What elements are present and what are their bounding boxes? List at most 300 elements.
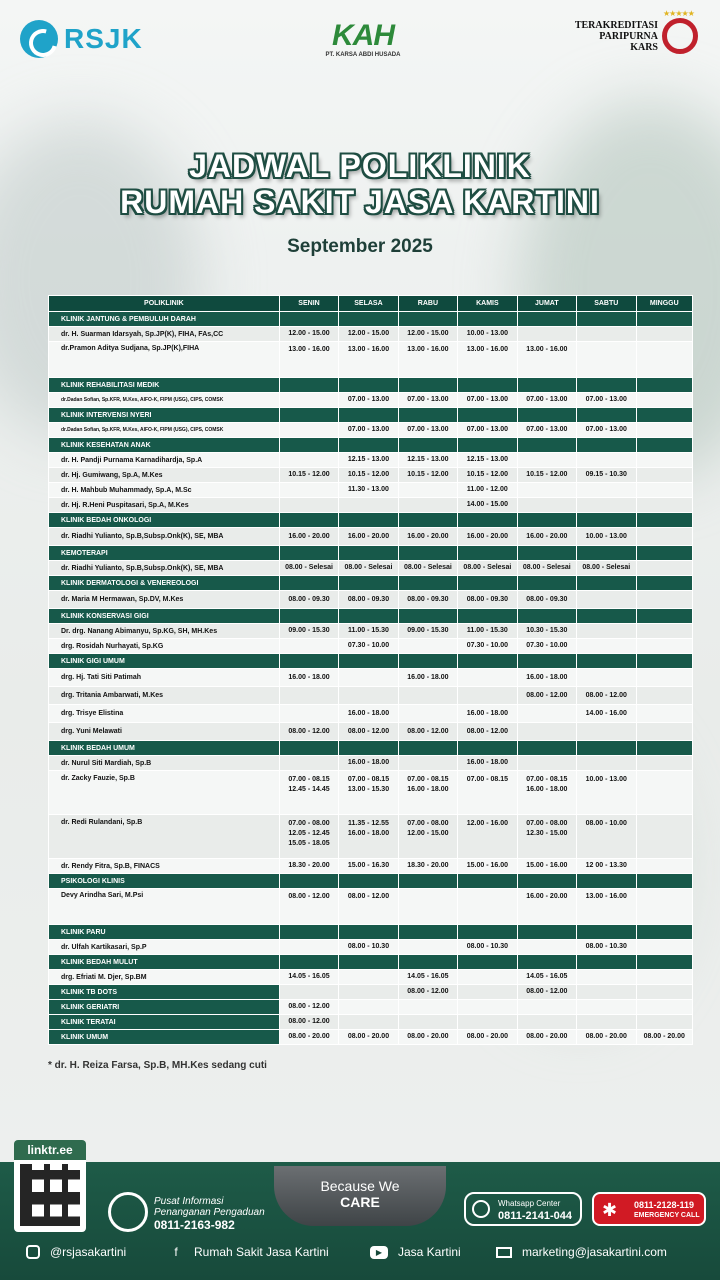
schedule-cell: [636, 1015, 693, 1030]
category-cell: [636, 654, 693, 669]
category-cell: [577, 654, 636, 669]
whatsapp-label: Whatsapp Center: [498, 1199, 561, 1208]
schedule-cell: 08.00 - Selesai: [398, 561, 457, 576]
doctor-name: drg. Rosidah Nurhayati, Sp.KG: [49, 639, 280, 654]
category-cell: [279, 438, 338, 453]
schedule-cell: 16.00 - 18.00: [458, 756, 517, 771]
schedule-cell: [577, 639, 636, 654]
kars-badge-icon: [662, 18, 698, 54]
schedule-cell: 07.30 - 10.00: [517, 639, 576, 654]
category-cell: [339, 925, 398, 940]
schedule-cell: 07.00 - 13.00: [339, 393, 398, 408]
category-cell: [398, 925, 457, 940]
medical-cross-icon: ✱: [602, 1200, 618, 1220]
schedule-cell: 12.00 - 15.00: [339, 327, 398, 342]
category-cell: [339, 741, 398, 756]
schedule-cell: [279, 985, 338, 1000]
schedule-cell: 13.00 - 16.00: [398, 342, 457, 378]
schedule-cell: [517, 327, 576, 342]
schedule-cell: [339, 985, 398, 1000]
schedule-cell: [636, 423, 693, 438]
doctor-name: drg. Efriati M. Djer, Sp.BM: [49, 970, 280, 985]
schedule-cell: [636, 468, 693, 483]
tagline-line2: CARE: [340, 1194, 380, 1210]
schedule-cell: 12.00 - 15.00: [279, 327, 338, 342]
schedule-cell: 07.00 - 08.00 12.00 - 15.00: [398, 815, 457, 859]
schedule-cell: 10.15 - 12.00: [398, 468, 457, 483]
category-label: KLINIK TB DOTS: [49, 985, 280, 1000]
schedule-cell: [398, 483, 457, 498]
table-row: [49, 423, 693, 438]
schedule-cell: 11.00 - 15.30: [339, 624, 398, 639]
category-cell: [279, 408, 338, 423]
table-row: [49, 393, 693, 408]
schedule-cell: 09.15 - 10.30: [577, 468, 636, 483]
doctor-name: dr. H. Mahbub Muhammady, Sp.A, M.Sc: [49, 483, 280, 498]
category-cell: [636, 576, 693, 591]
schedule-cell: 16.00 - 18.00: [517, 669, 576, 687]
schedule-cell: 12.00 - 16.00: [458, 815, 517, 859]
schedule-cell: 10.15 - 12.00: [279, 468, 338, 483]
schedule-cell: [398, 705, 457, 723]
category-cell: [517, 408, 576, 423]
category-cell: [398, 609, 457, 624]
title-block: [0, 148, 720, 258]
schedule-cell: 08.00 - 20.00: [279, 1030, 338, 1045]
schedule-cell: 08.00 - 09.30: [279, 591, 338, 609]
table-row: [49, 342, 693, 378]
category-cell: [636, 741, 693, 756]
schedule-cell: [458, 669, 517, 687]
schedule-cell: 08.00 - 12.00: [279, 889, 338, 925]
table-row: [49, 468, 693, 483]
category-cell: [339, 654, 398, 669]
schedule-cell: 07.00 - 13.00: [398, 393, 457, 408]
table-row: [49, 1015, 693, 1030]
category-cell: [517, 378, 576, 393]
schedule-cell: 10.15 - 12.00: [517, 468, 576, 483]
category-cell: [279, 609, 338, 624]
category-cell: [279, 546, 338, 561]
schedule-cell: [339, 970, 398, 985]
table-row: [49, 970, 693, 985]
email-address: marketing@jasakartini.com: [522, 1245, 667, 1259]
category-cell: [458, 654, 517, 669]
category-cell: [517, 576, 576, 591]
category-cell: [398, 312, 457, 327]
tagline-line1: Because We: [320, 1178, 400, 1194]
emergency-call-button[interactable]: [592, 1192, 706, 1226]
schedule-cell: [279, 940, 338, 955]
category-label: KEMOTERAPI: [49, 546, 280, 561]
column-header: POLIKLINIK: [49, 296, 280, 312]
schedule-cell: [458, 985, 517, 1000]
doctor-name: dr.Dadan Sofian, Sp.KFR, M.Kes, AIFO-K, FIPM (USG), CIPS, COMSK: [49, 393, 280, 408]
schedule-cell: 07.00 - 08.15 12.45 - 14.45: [279, 771, 338, 815]
table-row: [49, 498, 693, 513]
schedule-cell: 08.00 - Selesai: [517, 561, 576, 576]
schedule-month: September 2025: [287, 236, 433, 257]
facebook-link[interactable]: [168, 1244, 329, 1260]
doctor-name: dr. Rendy Fitra, Sp.B, FINACS: [49, 859, 280, 874]
youtube-name: Jasa Kartini: [398, 1245, 461, 1259]
category-cell: [577, 576, 636, 591]
category-cell: [577, 925, 636, 940]
schedule-cell: [398, 1015, 457, 1030]
schedule-cell: 14.05 - 16.05: [517, 970, 576, 985]
category-cell: [577, 546, 636, 561]
schedule-cell: 08.00 - Selesai: [458, 561, 517, 576]
schedule-cell: [398, 940, 457, 955]
schedule-cell: 08.00 - 20.00: [458, 1030, 517, 1045]
category-cell: [577, 408, 636, 423]
table-header-row: [49, 296, 693, 312]
category-cell: [577, 438, 636, 453]
schedule-cell: [398, 756, 457, 771]
schedule-cell: [517, 453, 576, 468]
schedule-cell: [636, 591, 693, 609]
schedule-cell: 16.00 - 20.00: [398, 528, 457, 546]
schedule-cell: 15.00 - 16.00: [517, 859, 576, 874]
whatsapp-icon: [472, 1200, 490, 1218]
facebook-icon: f: [174, 1245, 178, 1259]
complaint-center-line2: Penanganan Pengaduan: [154, 1207, 265, 1218]
instagram-icon: [26, 1245, 40, 1259]
column-header: SABTU: [577, 296, 636, 312]
schedule-cell: [636, 342, 693, 378]
schedule-cell: [279, 705, 338, 723]
schedule-cell: 14.00 - 16.00: [577, 705, 636, 723]
category-cell: [339, 378, 398, 393]
complaint-center-line1: Pusat Informasi: [154, 1196, 224, 1207]
kars-text: [575, 20, 658, 53]
header: [0, 0, 720, 80]
schedule-cell: 07.00 - 08.00 12.05 - 12.45 15.05 - 18.05: [279, 815, 338, 859]
instagram-handle: @rsjasakartini: [50, 1245, 127, 1259]
category-row: [49, 609, 693, 624]
complaint-center-phone[interactable]: 0811-2163-982: [154, 1218, 235, 1232]
category-cell: [517, 955, 576, 970]
schedule-cell: [517, 940, 576, 955]
schedule-cell: [279, 393, 338, 408]
table-row: [49, 705, 693, 723]
table-row: [49, 985, 693, 1000]
schedule-cell: [577, 327, 636, 342]
category-label: KLINIK INTERVENSI NYERI: [49, 408, 280, 423]
doctor-name: dr.Pramon Aditya Sudjana, Sp.JP(K),FIHA: [49, 342, 280, 378]
category-cell: [517, 438, 576, 453]
schedule-cell: 08.00 - 12.00: [458, 723, 517, 741]
schedule-cell: [577, 1015, 636, 1030]
category-label: KLINIK UMUM: [49, 1030, 280, 1045]
schedule-cell: [339, 498, 398, 513]
table-row: [49, 756, 693, 771]
schedule-cell: 14.05 - 16.05: [279, 970, 338, 985]
schedule-cell: [279, 423, 338, 438]
category-label: KLINIK DERMATOLOGI & VENEREOLOGI: [49, 576, 280, 591]
schedule-cell: [636, 453, 693, 468]
category-cell: [517, 874, 576, 889]
kah-logo: [318, 20, 408, 58]
column-header: RABU: [398, 296, 457, 312]
schedule-cell: 10.00 - 13.00: [577, 771, 636, 815]
doctor-name: dr. H. Pandji Purnama Karnadihardja, Sp.A: [49, 453, 280, 468]
mail-icon: [496, 1247, 512, 1258]
category-cell: [636, 874, 693, 889]
schedule-cell: 14.00 - 15.00: [458, 498, 517, 513]
schedule-cell: 08.00 - 12.00: [339, 889, 398, 925]
instagram-link[interactable]: [26, 1245, 126, 1259]
qr-code-icon[interactable]: [20, 1164, 80, 1226]
table-row: [49, 327, 693, 342]
schedule-cell: 14.05 - 16.05: [398, 970, 457, 985]
schedule-cell: [517, 1000, 576, 1015]
schedule-cell: [636, 669, 693, 687]
category-label: KLINIK TERATAI: [49, 1015, 280, 1030]
category-cell: [636, 609, 693, 624]
category-label: KLINIK GERIATRI: [49, 1000, 280, 1015]
doctor-name: dr. Riadhi Yulianto, Sp.B,Subsp.Onk(K), SE, MBA: [49, 561, 280, 576]
complaint-center[interactable]: [154, 1196, 265, 1233]
schedule-cell: 08.00 - 10.30: [577, 940, 636, 955]
schedule-cell: [636, 327, 693, 342]
whatsapp-phone: 0811-2141-044: [498, 1210, 573, 1222]
category-cell: [279, 576, 338, 591]
schedule-cell: [577, 498, 636, 513]
schedule-cell: 16.00 - 18.00: [339, 705, 398, 723]
category-row: [49, 741, 693, 756]
category-cell: [458, 438, 517, 453]
schedule-cell: 08.00 - 10.30: [339, 940, 398, 955]
schedule-cell: 12.15 - 13.00: [339, 453, 398, 468]
schedule-cell: 15.00 - 16.30: [339, 859, 398, 874]
schedule-cell: 16.00 - 20.00: [279, 528, 338, 546]
schedule-cell: [398, 1000, 457, 1015]
schedule-cell: [636, 498, 693, 513]
schedule-cell: 13.00 - 16.00: [279, 342, 338, 378]
schedule-cell: 13.00 - 16.00: [517, 342, 576, 378]
table-row: [49, 669, 693, 687]
doctor-name: dr. Riadhi Yulianto, Sp.B,Subsp.Onk(K), SE, MBA: [49, 528, 280, 546]
category-row: [49, 955, 693, 970]
category-cell: [636, 408, 693, 423]
schedule-cell: 08.00 - 10.30: [458, 940, 517, 955]
schedule-cell: [577, 669, 636, 687]
schedule-cell: 08.00 - 12.00: [339, 723, 398, 741]
page-title-line1: JADWAL POLIKLINIK: [189, 148, 531, 184]
schedule-cell: [636, 771, 693, 815]
category-cell: [517, 925, 576, 940]
doctor-name: drg. Hj. Tati Siti Patimah: [49, 669, 280, 687]
table-row: [49, 815, 693, 859]
schedule-cell: 12.15 - 13.00: [398, 453, 457, 468]
schedule-cell: 08.00 - 09.30: [339, 591, 398, 609]
table-row: [49, 889, 693, 925]
category-cell: [458, 378, 517, 393]
schedule-cell: 08.00 - 12.00: [517, 687, 576, 705]
schedule-cell: [636, 1000, 693, 1015]
schedule-cell: 16.00 - 18.00: [458, 705, 517, 723]
schedule-cell: 07.00 - 13.00: [458, 393, 517, 408]
schedule-cell: [458, 889, 517, 925]
schedule-cell: 08.00 - 20.00: [339, 1030, 398, 1045]
category-cell: [458, 874, 517, 889]
rsjk-logo-text: RSJK: [64, 23, 143, 54]
schedule-cell: [458, 1015, 517, 1030]
schedule-cell: 08.00 - 20.00: [398, 1030, 457, 1045]
schedule-cell: [398, 639, 457, 654]
category-label: KLINIK KONSERVASI GIGI: [49, 609, 280, 624]
category-label: KLINIK REHABILITASI MEDIK: [49, 378, 280, 393]
category-cell: [577, 378, 636, 393]
schedule-cell: 13.00 - 16.00: [458, 342, 517, 378]
category-cell: [636, 925, 693, 940]
schedule-cell: 07.00 - 13.00: [339, 423, 398, 438]
schedule-cell: 13.00 - 16.00: [339, 342, 398, 378]
category-cell: [398, 874, 457, 889]
linktree-label: linktr.ee: [14, 1140, 86, 1160]
schedule-cell: [279, 498, 338, 513]
category-cell: [517, 654, 576, 669]
doctor-name: dr. Redi Rulandani, Sp.B: [49, 815, 280, 859]
category-cell: [398, 654, 457, 669]
category-cell: [458, 576, 517, 591]
category-cell: [339, 609, 398, 624]
schedule-cell: [398, 889, 457, 925]
schedule-cell: 08.00 - 12.00: [398, 723, 457, 741]
schedule-cell: [339, 669, 398, 687]
category-cell: [577, 312, 636, 327]
schedule-cell: 07.00 - 08.15: [458, 771, 517, 815]
schedule-cell: [339, 687, 398, 705]
category-cell: [339, 312, 398, 327]
schedule-cell: [636, 859, 693, 874]
category-cell: [279, 955, 338, 970]
schedule-cell: 08.00 - 09.30: [517, 591, 576, 609]
schedule-cell: [636, 970, 693, 985]
schedule-cell: 07.00 - 13.00: [577, 423, 636, 438]
schedule-cell: 08.00 - 20.00: [636, 1030, 693, 1045]
schedule-cell: [577, 985, 636, 1000]
table-row: [49, 528, 693, 546]
schedule-cell: [577, 624, 636, 639]
schedule-cell: [398, 498, 457, 513]
schedule-cell: [636, 624, 693, 639]
doctor-name: dr.Dadan Sofian, Sp.KFR, M.Kes, AIFO-K, FIPM (USG), CIPS, COMSK: [49, 423, 280, 438]
schedule-cell: [339, 1000, 398, 1015]
schedule-cell: [636, 561, 693, 576]
kars-accreditation-logo: [575, 18, 698, 54]
category-cell: [398, 513, 457, 528]
schedule-cell: 12 00 - 13.30: [577, 859, 636, 874]
category-cell: [339, 513, 398, 528]
schedule-cell: 12.15 - 13.00: [458, 453, 517, 468]
schedule-cell: [636, 889, 693, 925]
kars-line1: TERAKREDITASI: [574, 19, 658, 31]
schedule-cell: 11.00 - 12.00: [458, 483, 517, 498]
kah-logo-text: KAH: [332, 19, 394, 52]
youtube-link[interactable]: [370, 1245, 461, 1259]
schedule-cell: [577, 970, 636, 985]
category-row: [49, 546, 693, 561]
schedule-cell: [577, 1000, 636, 1015]
schedule-cell: [636, 705, 693, 723]
schedule-cell: 09.00 - 15.30: [398, 624, 457, 639]
schedule-cell: 08.00 - 12.00: [577, 687, 636, 705]
category-cell: [517, 312, 576, 327]
doctor-name: Devy Arindha Sari, M.Psi: [49, 889, 280, 925]
doctor-name: dr. H. Suarman Idarsyah, Sp.JP(K), FIHA, FAs,CC: [49, 327, 280, 342]
category-cell: [636, 438, 693, 453]
schedule-cell: [577, 756, 636, 771]
category-cell: [517, 609, 576, 624]
table-row: [49, 561, 693, 576]
category-cell: [458, 925, 517, 940]
schedule-cell: [577, 723, 636, 741]
schedule-cell: [636, 723, 693, 741]
email-link[interactable]: [496, 1245, 667, 1259]
category-label: KLINIK GIGI UMUM: [49, 654, 280, 669]
schedule-cell: 08.00 - Selesai: [339, 561, 398, 576]
category-cell: [577, 874, 636, 889]
category-label: KLINIK JANTUNG & PEMBULUH DARAH: [49, 312, 280, 327]
category-cell: [398, 438, 457, 453]
doctor-name: Dr. drg. Nanang Abimanyu, Sp.KG, SH, MH.Kes: [49, 624, 280, 639]
schedule-cell: [279, 687, 338, 705]
schedule-cell: 07.00 - 13.00: [458, 423, 517, 438]
schedule-cell: 16.00 - 18.00: [398, 669, 457, 687]
table-row: [49, 771, 693, 815]
kah-logo-subtitle: PT. KARSA ABDI HUSADA: [325, 52, 401, 58]
rsjk-logo-icon: [20, 20, 58, 58]
category-cell: [577, 955, 636, 970]
schedule-cell: 11.35 - 12.55 16.00 - 18.00: [339, 815, 398, 859]
category-cell: [577, 741, 636, 756]
schedule-cell: 07.30 - 10.00: [458, 639, 517, 654]
emergency-phone: 0811-2128-119: [634, 1200, 695, 1210]
schedule-cell: 08.00 - Selesai: [279, 561, 338, 576]
schedule-cell: [577, 483, 636, 498]
category-cell: [458, 513, 517, 528]
schedule-cell: [636, 985, 693, 1000]
schedule-cell: 08.00 - 20.00: [577, 1030, 636, 1045]
category-label: KLINIK BEDAH UMUM: [49, 741, 280, 756]
column-header: KAMIS: [458, 296, 517, 312]
schedule-cell: [636, 528, 693, 546]
schedule-cell: 08.00 - 09.30: [398, 591, 457, 609]
schedule-cell: 07.00 - 13.00: [398, 423, 457, 438]
schedule-cell: 10.30 - 15.30: [517, 624, 576, 639]
doctor-name: dr. Nurul Siti Mardiah, Sp.B: [49, 756, 280, 771]
schedule-cell: 13.00 - 16.00: [577, 889, 636, 925]
schedule-cell: 09.00 - 15.30: [279, 624, 338, 639]
facebook-name: Rumah Sakit Jasa Kartini: [194, 1245, 329, 1259]
schedule-cell: [398, 687, 457, 705]
whatsapp-center-button[interactable]: [464, 1192, 582, 1226]
table-row: [49, 687, 693, 705]
schedule-cell: 10.15 - 12.00: [339, 468, 398, 483]
schedule-cell: 16.00 - 20.00: [517, 889, 576, 925]
schedule-cell: [636, 756, 693, 771]
category-row: [49, 312, 693, 327]
table-row: [49, 1000, 693, 1015]
schedule-cell: 07.00 - 08.15 16.00 - 18.00: [517, 771, 576, 815]
schedule-cell: 16.00 - 18.00: [279, 669, 338, 687]
category-label: KLINIK BEDAH MULUT: [49, 955, 280, 970]
schedule-cell: 07.00 - 13.00: [517, 423, 576, 438]
category-cell: [339, 874, 398, 889]
schedule-cell: [517, 705, 576, 723]
